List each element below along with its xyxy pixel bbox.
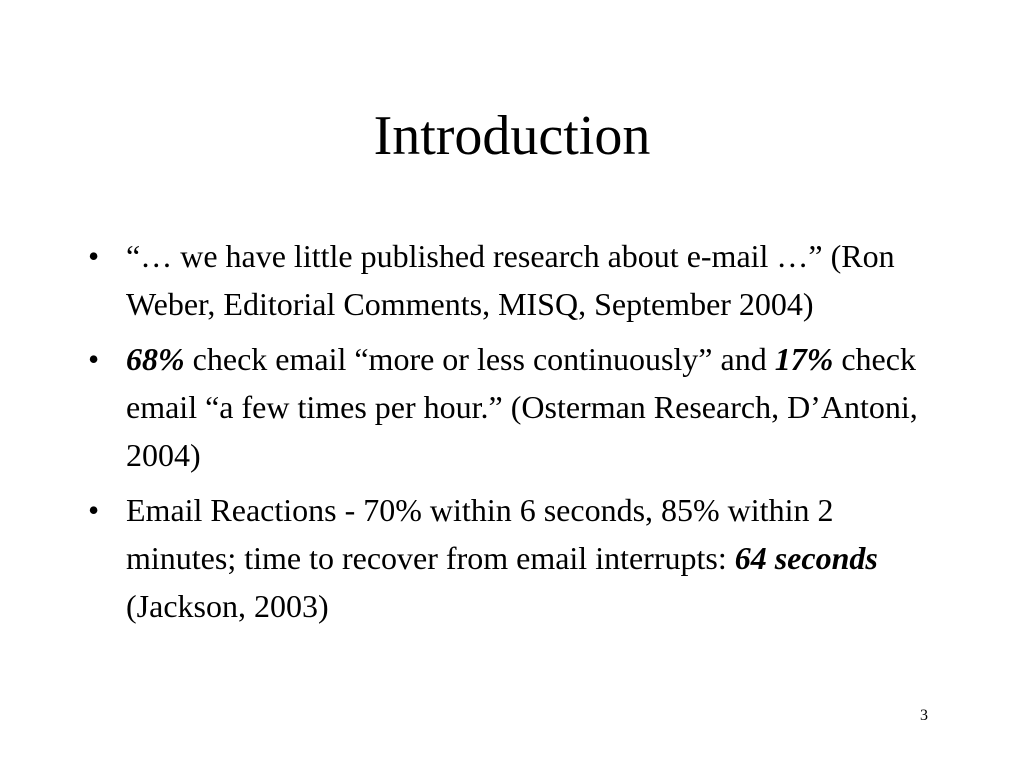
bullet-list xyxy=(88,232,948,637)
bullet-text: “… we have little published research about e-mail …” (Ron Weber, Editorial Comments, MISQ, September 2004) xyxy=(126,238,895,322)
bullet-text: check email “a few times per hour.” (Osterman Research, D’Antoni, 2004) xyxy=(126,341,918,473)
bullet-text: check email “more or less continuously” and xyxy=(184,341,775,377)
bullet-text: (Jackson, 2003) xyxy=(126,588,329,624)
bullet-icon: • xyxy=(88,238,100,274)
stat-64-seconds: 64 seconds xyxy=(734,540,878,576)
stat-17-percent: 17% xyxy=(774,341,834,377)
bullet-item-1 xyxy=(88,232,948,328)
bullet-icon: • xyxy=(88,492,100,528)
page-number: 3 xyxy=(920,707,928,724)
bullet-icon: • xyxy=(88,341,100,377)
bullet-item-3 xyxy=(88,486,948,630)
slide-title: Introduction xyxy=(373,105,651,167)
bullet-text: Email Reactions - 70% within 6 seconds, 85% within 2 minutes; time to recover from email interrupts: xyxy=(126,492,834,576)
bullet-item-2 xyxy=(88,335,948,479)
stat-68-percent: 68% xyxy=(126,341,185,377)
